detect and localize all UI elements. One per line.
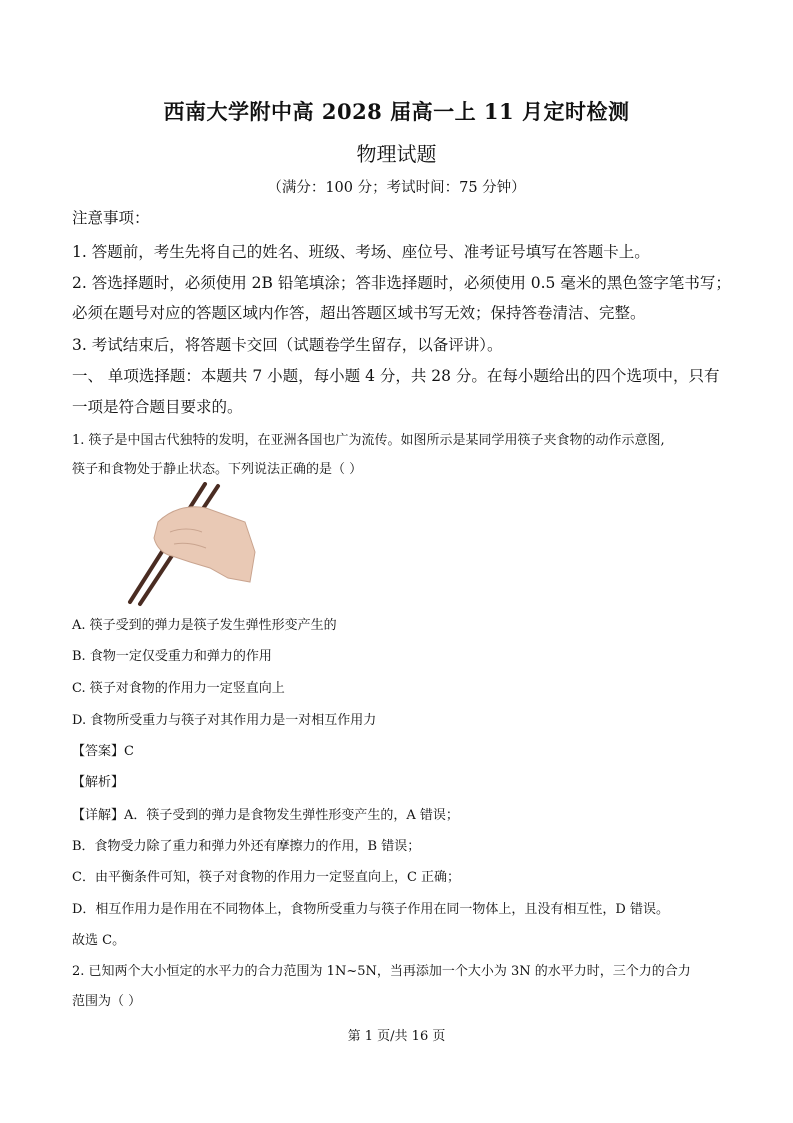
question-1-detail-a: 【详解】A．筷子受到的弹力是食物发生弹性形变产生的，A 错误；	[72, 808, 459, 823]
question-1-answer: 【答案】C	[72, 744, 134, 759]
notice-heading: 注意事项：	[72, 209, 150, 227]
question-1-option-d: D. 食物所受重力与筷子对其作用力是一对相互作用力	[72, 713, 377, 728]
question-1-conclusion: 故选 C。	[72, 933, 126, 948]
question-1-option-c: C. 筷子对食物的作用力一定竖直向上	[72, 681, 285, 696]
question-1-detail-b: B．食物受力除了重力和弹力外还有摩擦力的作用，B 错误；	[72, 839, 421, 854]
section-1-instruction-line-1: 一、 单项选择题：本题共 7 小题，每小题 4 分，共 28 分。在每小题给出的四个选项中，只有	[72, 367, 720, 385]
exam-info: （满分：100 分；考试时间：75 分钟）	[267, 180, 526, 196]
page-footer: 第 1 页/共 16 页	[347, 1029, 446, 1044]
question-1-option-a: A. 筷子受到的弹力是筷子发生弹性形变产生的	[72, 618, 337, 633]
subject-title: 物理试题	[356, 142, 437, 166]
question-1-stem-line-1: 1. 筷子是中国古代独特的发明，在亚洲各国也广为流传。如图所示是某同学用筷子夹食物的动作示意图,	[72, 433, 665, 448]
notice-item-3: 3. 考试结束后，将答题卡交回（试题卷学生留存，以备评讲）。	[72, 336, 503, 354]
notice-item-1: 1. 答题前，考生先将自己的姓名、班级、考场、座位号、准考证号填写在答题卡上。	[72, 243, 650, 261]
notice-item-2-line-2: 必须在题号对应的答题区域内作答，超出答题区域书写无效；保持答卷清洁、完整。	[72, 304, 646, 322]
exam-title: 西南大学附中高 2028 届高一上 11 月定时检测	[163, 99, 630, 124]
question-1-detail-c: C．由平衡条件可知，筷子对食物的作用力一定竖直向上，C 正确；	[72, 870, 461, 885]
question-1-option-b: B. 食物一定仅受重力和弹力的作用	[72, 649, 272, 664]
notice-item-2-line-1: 2. 答选择题时，必须使用 2B 铅笔填涂；答非选择题时，必须使用 0.5 毫米的黑色签字笔书写；	[72, 274, 731, 292]
question-1-detail-d: D．相互作用力是作用在不同物体上，食物所受重力与筷子作用在同一物体上，且没有相互性，D 错误。	[72, 902, 669, 917]
question-2-stem-line-2: 范围为（ ）	[72, 994, 142, 1009]
question-2-stem-line-1: 2. 已知两个大小恒定的水平力的合力范围为 1N~5N，当再添加一个大小为 3N 的水平力时，三个力的合力	[72, 964, 691, 979]
chopsticks-hand-figure	[110, 482, 260, 607]
question-1-analysis-label: 【解析】	[72, 775, 125, 790]
section-1-instruction-line-2: 一项是符合题目要求的。	[72, 398, 243, 416]
question-1-stem-line-2: 筷子和食物处于静止状态。下列说法正确的是（ ）	[72, 462, 363, 477]
